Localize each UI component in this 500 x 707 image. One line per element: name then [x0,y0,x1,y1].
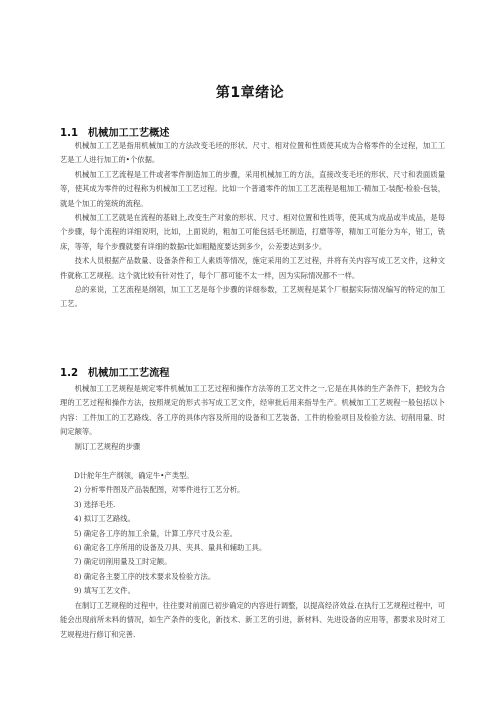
list-item: D计舵年生产纲领，确定牛•产类型。 [74,471,194,480]
section-1-2-body [60,382,445,454]
list-item: 7) 确定切削用量及工时定额。 [74,557,172,567]
paragraph: 机械加工工艺是指用机械加工的方法改变毛坯的形状、尺寸、相对位置和性质使其成为合格零件的全过程，加工工艺是工人进行加工的•个依据。 [60,141,445,165]
list-item: 3) 选择毛坯. [74,499,116,509]
list-item: 8) 确定各主要工序的技术要求及检验方法。 [74,571,216,581]
paragraph: 机械加工工艺流程是工件或者零件制造加工的步骤，采用机械加工的方法，直接改变毛坯的形状、尺寸和表面质量等，使其成为零件的过程称为机械加工工艺过程。比如一个普通零件的加工工艺流程是粗加工-精加工-装配-检验-包装，就是个加工的笼统的流程。 [60,169,445,208]
list-item: 9) 填写工艺文件。 [74,586,135,596]
section-title: 机械加工工艺概述 [88,128,170,139]
section-title: 机械加工工艺流程 [88,368,170,379]
list-item: 2) 分析零件图及产品装配图，对零件进行工艺分析。 [74,485,245,495]
paragraph: 制订工艺规程的步骤 [74,441,141,451]
list-item: 6) 确定各工序所用的设备及刀具、夹具、量具和辅助工具。 [74,543,267,553]
paragraph: 机械加工工艺规程是规定零件机械加工工艺过程和操作方法等的工艺文件之一,它是在具体的生产条件下，把较为合理的工艺过程和操作方法，按照规定的形式书写成工艺文件，经审批后用来指导生产。机械加工工艺规程一般包括以卜内容：工件加工的工艺路线、各工序的具体内容及所用的设备和工艺装备、工件的检验项目及检验方法、切削用量、时间定额等。 [60,384,445,437]
paragraph: 总的来说，工艺流程是纲领，加工工艺是每个步骤的详细参数，工艺规程是某个厂根据实际情况编写的特定的加工工艺。 [60,285,445,309]
section-heading-1-1 [60,124,170,139]
paragraph: 在制订工艺规程的过程中，往往要对前面已初步确定的内容进行调整，以提高经济效益.在执行工艺规程过程中，可能会出现前所未料的情况，如生产条件的变化，新技术、新工艺的引进，新材料、先进设备的应用等，都要求及时对工艺规程进行修订和完善. [60,601,445,639]
paragraph: 机械加工工艺就是在流程的基础上,改变生产对象的形状、尺寸、相对位置和性质等，使其成为成品或半成品，是每个步骤，每个流程的详细说明，比如，上面说的，粗加工可能包括毛坯制造，打磨等等，精加工可能分为车，钳工，铣床，等等，每个步骤就要有详细的数据r比如粗糙度要达到多少，公差要达到多少。 [60,213,445,251]
steps-list [74,469,444,599]
section-1-1-body [60,139,445,312]
chapter-title: 第1章绪论 [215,85,285,101]
section-number: 1.1 [60,128,79,139]
list-item: 4) 拟订工艺路线。 [74,514,135,524]
section-1-2-closing [60,599,445,642]
section-number: 1.2 [60,368,79,379]
list-item: 5) 确定各工序的加工余量，计算工序尺寸及公差。 [74,528,238,538]
paragraph: 技术人员根据产品数量、设备条件和工人素质等情况，施定采用的工艺过程，并将有关内容写成工艺文件，这种文件就称工艺规程。这个就比较有针对性了，每个厂都可能不太一样，因为实际情况都不一样。 [60,256,445,280]
section-heading-1-2 [60,364,170,379]
